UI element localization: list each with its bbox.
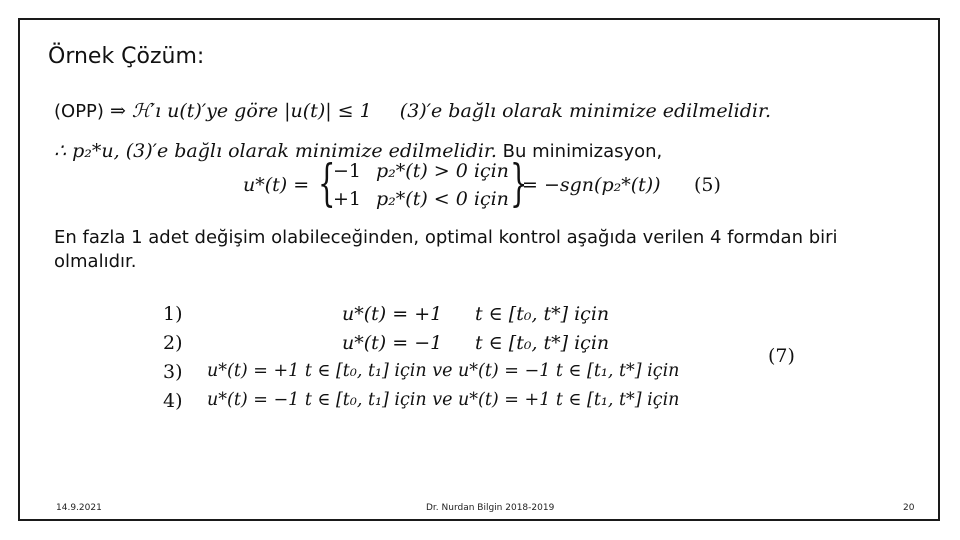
form-4-expression: u*(t) = −1 t ∈ [t₀, t₁] için ve u*(t) = +1 t ∈ [t₁, t*] için [207,390,680,410]
forms-number: (7) [768,345,795,367]
eq5-lhs: u*(t) = [243,174,310,196]
eq5-right-brace: } [510,154,528,212]
opp-line [54,100,771,122]
form-2-index: 2) [163,332,183,354]
form-3-expression: u*(t) = +1 t ∈ [t₀, t₁] için ve u*(t) = −1 t ∈ [t₁, t*] için [207,361,680,381]
minimize-text: Bu minimizasyon, [496,141,663,162]
form-1-expression: u*(t) = +1 [342,303,443,325]
form-4-index: 4) [163,390,183,412]
eq5-rhs: = −sgn(p₂*(t)) [522,174,661,196]
form-3-index: 3) [163,361,183,383]
form-2-range: t ∈ [t₀, t*] için [475,332,610,354]
slide-title: Örnek Çözüm: [48,44,205,69]
opp-label: (OPP) [54,101,104,122]
footer-date: 14.9.2021 [56,503,102,513]
eq5-case2-condition: p₂*(t) < 0 için [376,188,509,210]
minimize-expression: ∴ p₂*u, (3)′e bağlı olarak minimize edilmelidir. [54,140,497,162]
form-1-index: 1) [163,303,183,325]
opp-constraint: (3)′e bağlı olarak minimize edilmelidir. [399,100,771,122]
form-2-expression: u*(t) = −1 [342,332,443,354]
eq5-left-brace: { [318,154,336,212]
minimize-line [54,140,662,162]
opp-expression: ⇒ ℋ′ı u(t)′ye göre |u(t)| ≤ 1 [109,100,372,122]
eq5-case2-value: +1 [333,188,362,210]
footer-page-number: 20 [903,503,915,513]
eq5-case1-condition: p₂*(t) > 0 için [376,160,509,182]
paragraph-text: En fazla 1 adet değişim olabileceğinden, optimal kontrol aşağıda verilen 4 formdan biri olmalıdır. [54,227,838,272]
form-1-range: t ∈ [t₀, t*] için [475,303,610,325]
eq5-number: (5) [694,174,721,196]
eq5-case1-value: −1 [333,160,362,182]
footer-author: Dr. Nurdan Bilgin 2018-2019 [426,503,555,513]
